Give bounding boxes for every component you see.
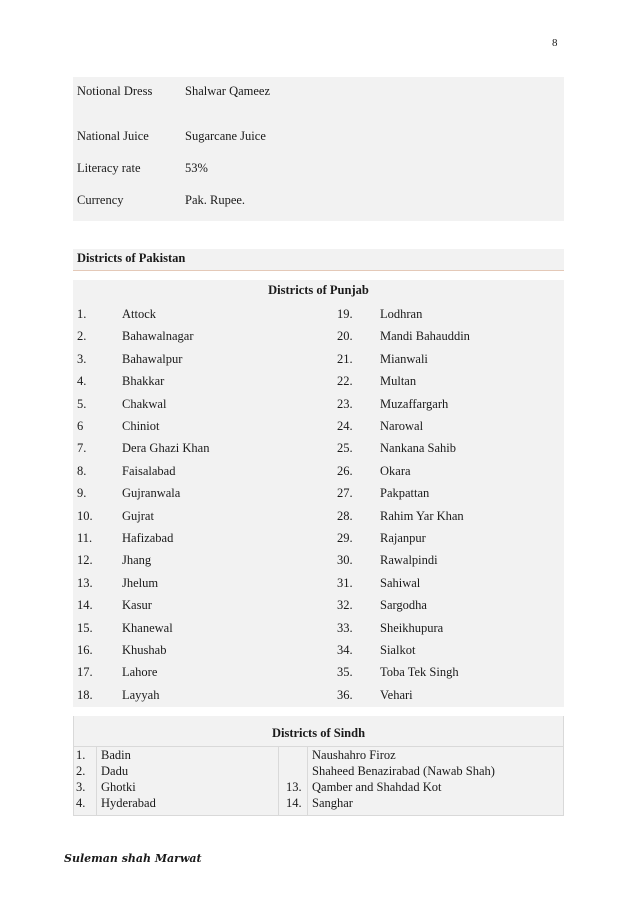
district-name: Multan <box>380 374 417 389</box>
district-number: 3. <box>77 351 87 366</box>
district-number: 20. <box>337 329 353 344</box>
district-name: Dadu <box>101 764 129 778</box>
info-value: 53% <box>185 161 208 175</box>
district-name: Naushahro Firoz <box>312 748 396 762</box>
district-name: Chakwal <box>122 396 167 411</box>
district-number: 12. <box>77 553 93 568</box>
divider <box>96 746 97 816</box>
district-number: 3. <box>76 780 86 794</box>
district-name: Sheikhupura <box>380 620 444 635</box>
district-name: Attock <box>122 307 157 321</box>
district-number: 9. <box>77 486 87 501</box>
info-label: Notional Dress <box>77 84 153 98</box>
district-name: Dera Ghazi Khan <box>122 441 210 456</box>
info-label: National Juice <box>77 129 149 143</box>
district-name: Pakpattan <box>380 486 430 501</box>
page-number: 8 <box>552 37 558 49</box>
district-name: Gujrat <box>122 508 154 523</box>
district-number: 34. <box>337 643 353 657</box>
info-value: Sugarcane Juice <box>185 129 266 143</box>
district-name: Sargodha <box>380 598 427 613</box>
district-number: 1. <box>77 307 87 321</box>
table-row <box>73 639 564 661</box>
district-name: Bhakkar <box>122 374 165 389</box>
district-name: Okara <box>380 463 411 478</box>
info-label: Literacy rate <box>77 161 141 175</box>
footer-author: Suleman shah Marwat <box>64 852 202 865</box>
district-number: 35. <box>337 665 353 680</box>
district-name: Toba Tek Singh <box>380 665 459 680</box>
divider <box>307 746 308 816</box>
district-name: Vehari <box>380 687 413 702</box>
district-number: 18. <box>77 687 93 702</box>
district-number: 16. <box>77 643 93 657</box>
district-number: 13. <box>77 575 93 590</box>
district-number: 6 <box>77 419 84 433</box>
district-number: 4. <box>76 796 86 810</box>
district-number: 31. <box>337 575 353 590</box>
district-number: 26. <box>337 463 353 478</box>
district-name: Badin <box>101 748 131 762</box>
district-name: Lodhran <box>380 307 423 321</box>
district-number: 36. <box>337 687 353 702</box>
district-number: 1. <box>76 748 86 762</box>
district-number: 33. <box>337 620 353 635</box>
table-row <box>73 303 564 325</box>
district-name: Bahawalpur <box>122 351 183 366</box>
district-number: 10. <box>77 508 93 523</box>
district-number: 25. <box>337 441 353 456</box>
punjab-title: Districts of Punjab <box>268 283 369 297</box>
district-number: 13. <box>286 780 302 794</box>
info-table <box>73 77 564 221</box>
district-number: 27. <box>337 486 353 501</box>
table-row <box>73 527 564 549</box>
info-value: Pak. Rupee. <box>185 193 246 207</box>
district-name: Khushab <box>122 643 167 657</box>
table-row <box>73 460 564 482</box>
district-number: 2. <box>76 764 86 778</box>
district-name: Nankana Sahib <box>380 441 457 456</box>
district-number: 8. <box>77 463 87 478</box>
table-row <box>73 415 564 437</box>
table-row <box>73 437 564 459</box>
table-row <box>73 370 564 392</box>
table-row <box>73 549 564 571</box>
district-number: 22. <box>337 374 353 389</box>
district-number: 17. <box>77 665 93 680</box>
sindh-table <box>73 716 564 816</box>
district-number: 19. <box>337 307 353 321</box>
district-name: Sialkot <box>380 643 416 657</box>
district-name: Gujranwala <box>122 486 181 501</box>
info-label: Currency <box>77 193 124 207</box>
district-name: Lahore <box>122 665 158 680</box>
district-name: Faisalabad <box>122 463 176 478</box>
district-number: 7. <box>77 441 87 456</box>
district-name: Rahim Yar Khan <box>380 508 464 523</box>
district-number: 21. <box>337 351 353 366</box>
district-name: Shaheed Benazirabad (Nawab Shah) <box>312 764 495 778</box>
district-name: Hyderabad <box>101 796 156 810</box>
district-number: 11. <box>77 531 93 545</box>
district-number: 15. <box>77 620 93 635</box>
table-row <box>73 325 564 347</box>
district-number: 29. <box>337 531 353 545</box>
punjab-table <box>73 280 564 707</box>
table-row <box>73 661 564 683</box>
district-name: Rawalpindi <box>380 553 438 568</box>
district-name: Mandi Bahauddin <box>380 329 470 344</box>
district-number: 2. <box>77 329 87 344</box>
info-value: Shalwar Qameez <box>185 84 271 98</box>
district-name: Chiniot <box>122 419 160 433</box>
district-number: 23. <box>337 396 353 411</box>
district-name: Jhelum <box>122 575 159 590</box>
district-name: Qamber and Shahdad Kot <box>312 780 442 794</box>
district-name: Hafizabad <box>122 531 174 545</box>
table-row <box>73 684 564 706</box>
table-row <box>73 594 564 616</box>
district-name: Bahawalnagar <box>122 329 194 344</box>
district-name: Khanewal <box>122 620 173 635</box>
sindh-title: Districts of Sindh <box>271 726 366 740</box>
table-row <box>73 348 564 370</box>
divider <box>278 746 279 816</box>
district-name: Rajanpur <box>380 531 426 545</box>
districts-heading <box>73 249 564 271</box>
district-name: Jhang <box>122 553 152 568</box>
district-number: 32. <box>337 598 353 613</box>
table-row <box>73 617 564 639</box>
district-number: 4. <box>77 374 87 389</box>
table-row <box>73 393 564 415</box>
district-number: 30. <box>337 553 353 568</box>
table-row <box>73 572 564 594</box>
district-name: Mianwali <box>380 351 428 366</box>
districts-heading-text: Districts of Pakistan <box>77 251 186 265</box>
district-name: Narowal <box>380 419 424 433</box>
district-number: 14. <box>77 598 93 613</box>
district-number: 14. <box>286 796 302 810</box>
district-name: Sahiwal <box>380 575 421 590</box>
district-name: Kasur <box>122 598 152 613</box>
district-name: Ghotki <box>101 780 136 794</box>
district-name: Layyah <box>122 687 160 702</box>
district-name: Sanghar <box>312 796 353 810</box>
district-number: 24. <box>337 419 353 433</box>
table-row <box>73 505 564 527</box>
district-number: 28. <box>337 508 353 523</box>
divider <box>73 815 564 816</box>
district-name: Muzaffargarh <box>380 396 449 411</box>
table-row <box>73 482 564 504</box>
district-number: 5. <box>77 396 87 411</box>
